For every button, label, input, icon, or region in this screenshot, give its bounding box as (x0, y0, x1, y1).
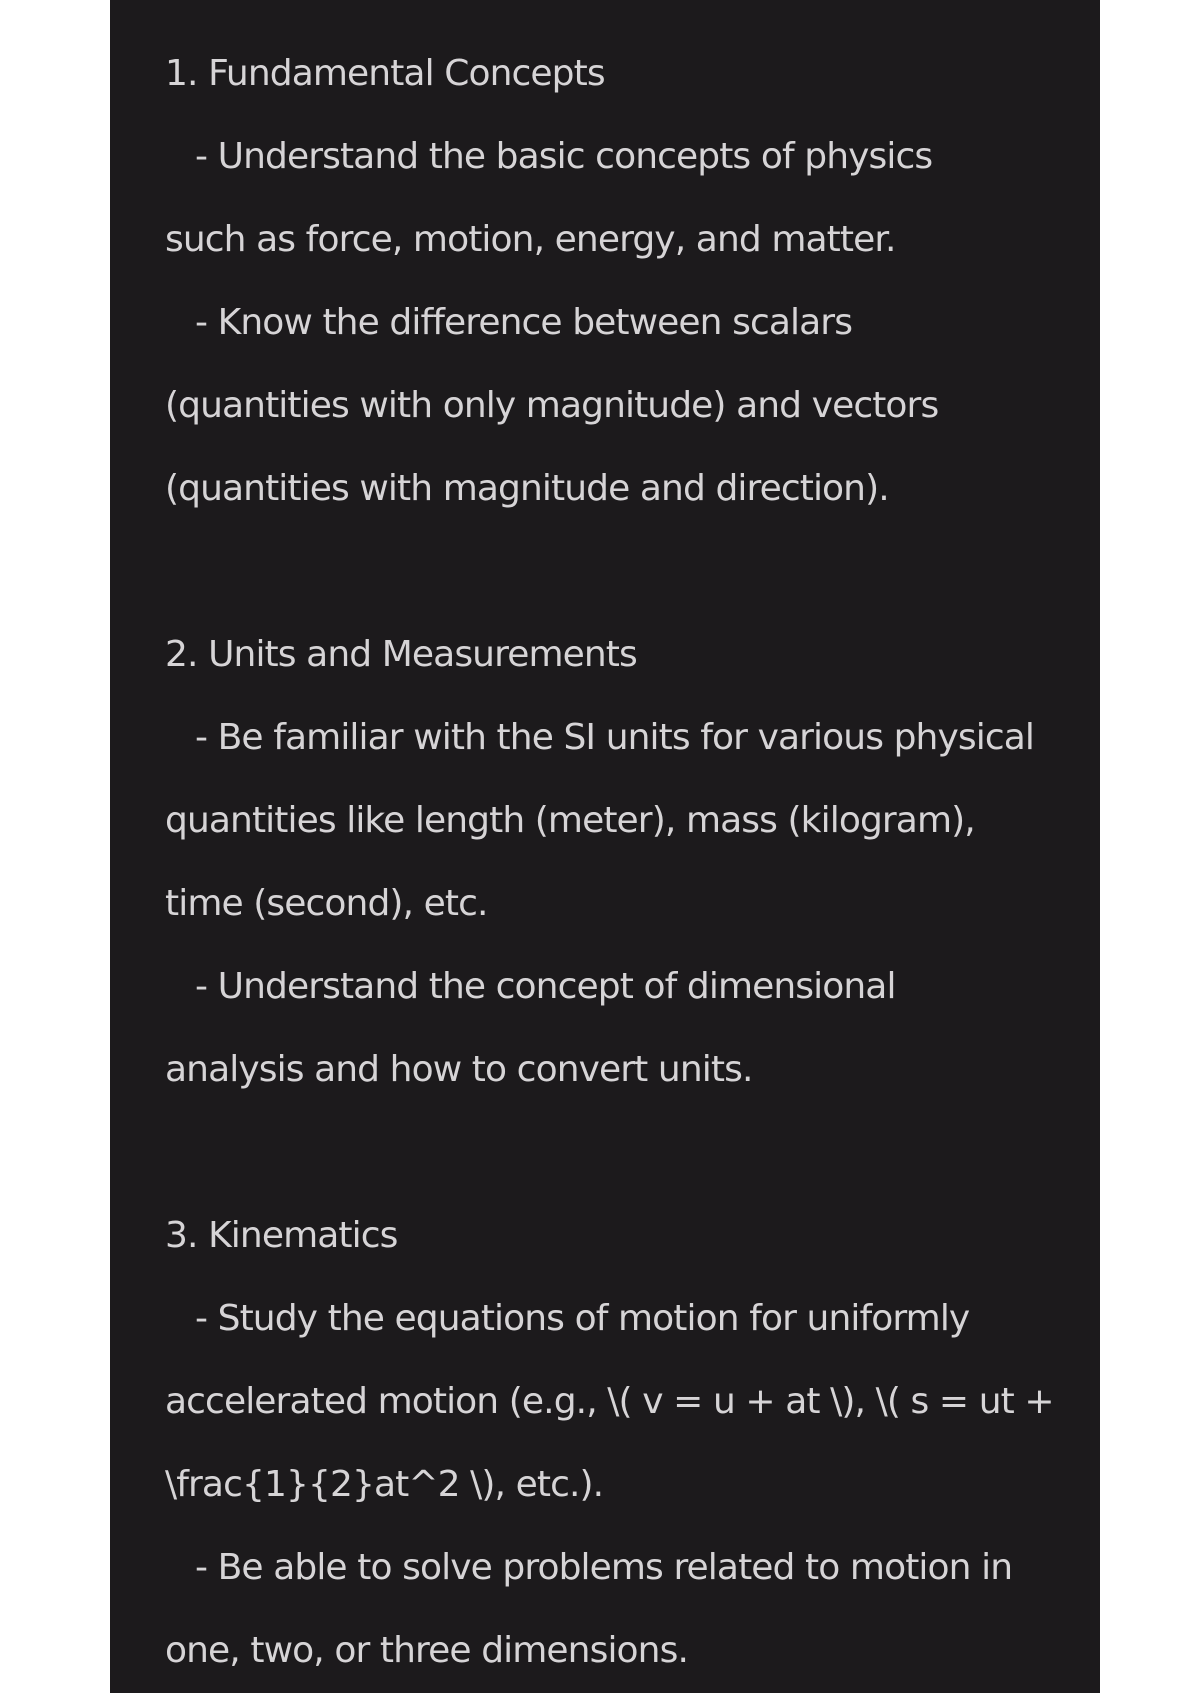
bullet-text-line: - Understand the basic concepts of physics (195, 136, 933, 177)
bullet-text-line: analysis and how to convert units. (165, 1049, 753, 1090)
bullet-text-line: - Know the difference between scalars (195, 302, 853, 343)
bullet-text-line: - Understand the concept of dimensional (195, 966, 896, 1007)
bullet-text-line: such as force, motion, energy, and matter. (165, 219, 896, 260)
section-heading-kinematics: 3. Kinematics (165, 1215, 398, 1256)
bullet-text-line: time (second), etc. (165, 883, 488, 924)
bullet-text-line: one, two, or three dimensions. (165, 1630, 688, 1671)
bullet-text-line: quantities like length (meter), mass (kilogram), (165, 800, 975, 841)
bullet-text-line: (quantities with magnitude and direction). (165, 468, 889, 509)
bullet-text-line: (quantities with only magnitude) and vectors (165, 385, 939, 426)
bullet-text-line: accelerated motion (e.g., \( v = u + at \), \( s = ut + (165, 1381, 1054, 1422)
section-heading-fundamental-concepts: 1. Fundamental Concepts (165, 53, 605, 94)
document-panel (110, 0, 1100, 1693)
bullet-text-line: - Study the equations of motion for uniformly (195, 1298, 970, 1339)
bullet-text-line: - Be able to solve problems related to motion in (195, 1547, 1013, 1588)
section-heading-units-and-measurements: 2. Units and Measurements (165, 634, 637, 675)
bullet-text-line: - Be familiar with the SI units for various physical (195, 717, 1034, 758)
bullet-text-line: \frac{1}{2}at^2 \), etc.). (165, 1464, 604, 1505)
